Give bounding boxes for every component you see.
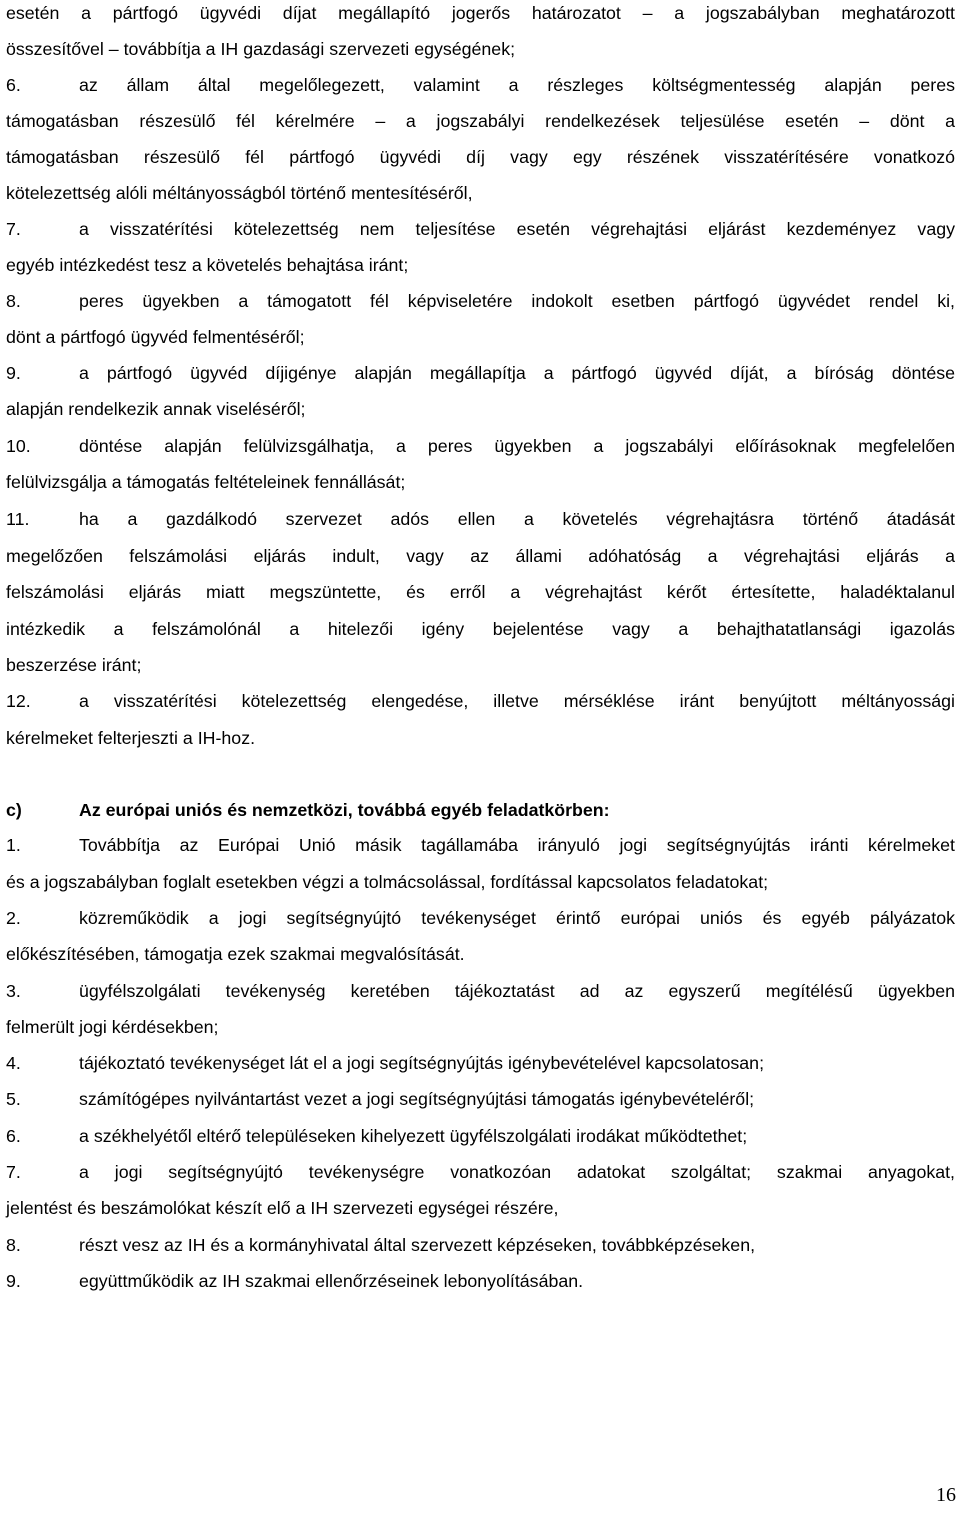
section-heading bbox=[6, 799, 955, 821]
list-item bbox=[6, 74, 955, 96]
list-item bbox=[6, 1052, 955, 1074]
list-item bbox=[6, 508, 955, 530]
item-text: együttműködik az IH szakmai ellenőrzéseinek lebonyolításában. bbox=[79, 1271, 584, 1291]
list-item bbox=[6, 690, 955, 712]
list-item bbox=[6, 907, 955, 929]
list-item bbox=[6, 435, 955, 457]
item-text: a pártfogó ügyvéd díjigénye alapján megállapítja a pártfogó ügyvéd díját, a bíróság döntése bbox=[79, 363, 955, 383]
item-text: peres ügyekben a támogatott fél képviseletére indokolt esetben pártfogó ügyvédet rendel ki, bbox=[79, 291, 955, 311]
item-number: 11. bbox=[6, 509, 30, 529]
item-text: tájékoztató tevékenységet lát el a jogi segítségnyújtás igénybevételével kapcsolatosan; bbox=[79, 1053, 765, 1073]
item-number: 6. bbox=[6, 1126, 21, 1146]
item-number: 10. bbox=[6, 436, 31, 456]
item-text-line: felmerült jogi kérdésekben; bbox=[6, 1017, 219, 1037]
list-item bbox=[6, 980, 955, 1002]
item-text: közreműködik a jogi segítségnyújtó tevékenységet érintő európai uniós és egyéb pályázatok bbox=[79, 908, 955, 928]
continuation-line: összesítővel – továbbítja a IH gazdasági szervezeti egységének; bbox=[6, 39, 516, 59]
list-item bbox=[6, 290, 955, 312]
list-item bbox=[6, 218, 955, 240]
list-item bbox=[6, 1234, 955, 1256]
item-number: 9. bbox=[6, 1271, 21, 1291]
item-number: 12. bbox=[6, 691, 31, 711]
item-text-line: egyéb intézkedést tesz a követelés behajtása iránt; bbox=[6, 255, 409, 275]
item-text-line: előkészítésében, támogatja ezek szakmai megvalósítását. bbox=[6, 944, 465, 964]
item-text: számítógépes nyilvántartást vezet a jogi segítségnyújtási támogatás igénybevételéről; bbox=[79, 1089, 755, 1109]
item-number: 9. bbox=[6, 363, 21, 383]
item-number: 2. bbox=[6, 908, 21, 928]
section-title: Az európai uniós és nemzetközi, továbbá egyéb feladatkörben: bbox=[79, 800, 610, 820]
list-item bbox=[6, 1125, 955, 1147]
section-label: c) bbox=[6, 800, 22, 820]
item-text: ügyfélszolgálati tevékenység keretében tájékoztatást ad az egyszerű megítélésű ügyekben bbox=[79, 981, 955, 1001]
item-text-line: megelőzően felszámolási eljárás indult, vagy az állami adóhatóság a végrehajtási eljárás a bbox=[6, 546, 955, 566]
item-text-line: jelentést és beszámolókat készít elő a IH szervezeti egységei részére, bbox=[6, 1198, 559, 1218]
item-text: részt vesz az IH és a kormányhivatal által szervezett képzéseken, továbbképzéseken, bbox=[79, 1235, 756, 1255]
item-number: 4. bbox=[6, 1053, 21, 1073]
continuation-line: esetén a pártfogó ügyvédi díjat megállapító jogerős határozatot – a jogszabályban meghatározott bbox=[6, 3, 955, 23]
item-text: döntése alapján felülvizsgálhatja, a peres ügyekben a jogszabályi előírásoknak megfelelően bbox=[79, 436, 955, 456]
item-text-line: alapján rendelkezik annak viseléséről; bbox=[6, 399, 306, 419]
item-text-line: dönt a pártfogó ügyvéd felmentéséről; bbox=[6, 327, 305, 347]
page-number: 16 bbox=[936, 1484, 956, 1506]
item-text-line: és a jogszabályban foglalt esetekben végzi a tolmácsolással, fordítással kapcsolatos feladatokat; bbox=[6, 872, 769, 892]
item-text: a visszatérítési kötelezettség elengedése, illetve mérséklése iránt benyújtott méltányossági bbox=[79, 691, 955, 711]
item-number: 8. bbox=[6, 1235, 21, 1255]
item-text: a jogi segítségnyújtó tevékenységre vonatkozóan adatokat szolgáltat; szakmai anyagokat, bbox=[79, 1162, 955, 1182]
item-number: 5. bbox=[6, 1089, 21, 1109]
list-item bbox=[6, 1161, 955, 1183]
list-item bbox=[6, 834, 955, 856]
item-number: 3. bbox=[6, 981, 21, 1001]
item-text-line: kérelmeket felterjeszti a IH-hoz. bbox=[6, 728, 256, 748]
list-item bbox=[6, 362, 955, 384]
item-number: 7. bbox=[6, 219, 21, 239]
item-text-line: intézkedik a felszámolónál a hitelezői igény bejelentése vagy a behajthatatlansági igazolás bbox=[6, 619, 955, 639]
item-text: a székhelyétől eltérő településeken kihelyezett ügyfélszolgálati irodákat működtethet; bbox=[79, 1126, 748, 1146]
item-number: 8. bbox=[6, 291, 21, 311]
item-number: 7. bbox=[6, 1162, 21, 1182]
item-text-line: felülvizsgálja a támogatás feltételeinek fennállását; bbox=[6, 472, 406, 492]
item-text-line: beszerzése iránt; bbox=[6, 655, 142, 675]
list-item bbox=[6, 1088, 955, 1110]
item-text: Továbbítja az Európai Unió másik tagállamába irányuló jogi segítségnyújtás iránti kérelmeket bbox=[79, 835, 955, 855]
item-text-line: támogatásban részesülő fél pártfogó ügyvédi díj vagy egy részének visszatérítésére vonatkozó bbox=[6, 147, 955, 167]
list-item bbox=[6, 1270, 955, 1292]
item-text: ha a gazdálkodó szervezet adós ellen a követelés végrehajtásra történő átadását bbox=[79, 509, 955, 529]
item-text: a visszatérítési kötelezettség nem teljesítése esetén végrehajtási eljárást kezdeményez vagy bbox=[79, 219, 955, 239]
item-number: 1. bbox=[6, 835, 21, 855]
item-text-line: felszámolási eljárás miatt megszüntette, és erről a végrehajtást kérőt értesítette, haladéktalanul bbox=[6, 582, 955, 602]
item-text-line: támogatásban részesülő fél kérelmére – a jogszabályi rendelkezések teljesülése esetén – dönt a bbox=[6, 111, 955, 131]
item-text-line: kötelezettség alóli méltányosságból történő mentesítéséről, bbox=[6, 183, 473, 203]
item-number: 6. bbox=[6, 75, 21, 95]
item-text: az állam által megelőlegezett, valamint a részleges költségmentesség alapján peres bbox=[79, 75, 955, 95]
